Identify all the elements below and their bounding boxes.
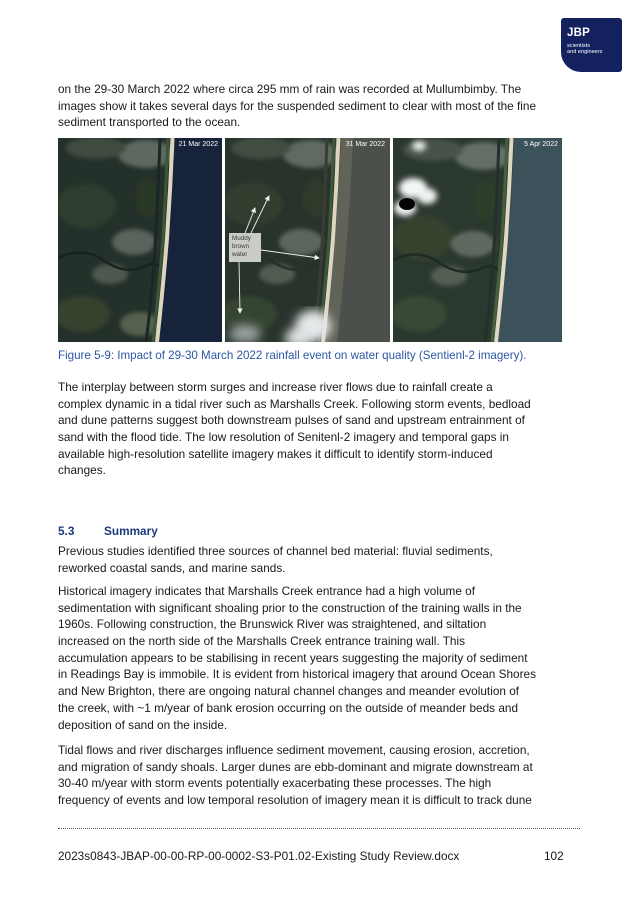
annotation-text-line: Muddy: [232, 235, 251, 242]
text-line: changes.: [58, 463, 106, 478]
satellite-panel-31-mar: [225, 138, 390, 342]
text-line: Historical imagery indicates that Marshalls Creek entrance had a high volume of: [58, 584, 476, 598]
text-line: and migration of sandy shoals. Larger dunes are ebb-dominant and migrate downstream at: [58, 759, 533, 774]
logo-brand: JBP: [567, 27, 590, 39]
text-line: 1960s. Following construction, the Brunswick River was straightened, and siltation: [58, 617, 487, 632]
satellite-image: [58, 138, 222, 342]
text-line: and New Brighton, there are ongoing natural channel changes and meander evolution of: [58, 684, 520, 699]
muddy-water-annotation: [229, 233, 261, 262]
footer-filename: 2023s0843-JBAP-00-00-RP-00-0002-S3-P01.02-Existing Study Review.docx: [58, 849, 460, 863]
text-line: The interplay between storm surges and increase river flows due to rainfall create a: [58, 380, 493, 394]
text-line: accumulation appears to be stabilising in recent years suggesting the majority of sediment: [58, 650, 528, 665]
section-title: Summary: [104, 524, 158, 538]
satellite-panel-21-mar: [58, 138, 222, 342]
summary-paragraph-sources: [58, 543, 493, 576]
text-line: frequency of events and low temporal resolution of imagery mean it is difficult to track dune: [58, 793, 532, 808]
satellite-image: [393, 138, 562, 342]
text-line: deposition of sand on the inside.: [58, 717, 228, 732]
logo-tagline: and engineers: [567, 49, 603, 55]
text-line: complex dynamic in a tidal river such as Marshalls Creek. Following storm events, bedload: [58, 396, 531, 411]
intro-paragraph: [58, 81, 536, 131]
satellite-panel-5-apr: [393, 138, 562, 342]
interplay-paragraph: [58, 379, 531, 479]
cloud-shadow: [399, 198, 415, 210]
jbp-logo: [561, 18, 622, 72]
annotation-text-line: water: [232, 251, 248, 258]
text-line: 30-40 m/year with storm events potentially exacerbating these processes. The high: [58, 776, 492, 791]
text-line: the creek, with ~1 m/year of bank erosion occurring on the outside of meander beds and: [58, 700, 519, 715]
summary-paragraph-tidal: [58, 742, 533, 809]
summary-paragraph-historical: [58, 583, 536, 733]
footer-divider: [58, 828, 580, 829]
logo-tagline: scientists: [567, 43, 591, 49]
text-line: and dune patterns suggest both downstream pulses of sand and upstream entrainment of: [58, 413, 525, 428]
text-line: Previous studies identified three sources of channel bed material: fluvial sediments,: [58, 544, 493, 558]
text-line: Tidal flows and river discharges influence sediment movement, causing erosion, accretion,: [58, 743, 530, 757]
panel-date-label: 31 Mar 2022: [345, 141, 385, 148]
text-line: available high-resolution satellite imagery makes it difficult to identify storm-induced: [58, 446, 493, 461]
text-line: sand with the flood tide. The low resolution of Senitenl-2 imagery and temporal gaps in: [58, 430, 509, 445]
text-line: sediment transported to the ocean.: [58, 115, 241, 130]
text-line: on the 29-30 March 2022 where circa 295 mm of rain was recorded at Mullumbimby. The: [58, 82, 522, 96]
text-line: in Readings Bay is immobile. It is evident from historical imagery that around Ocean Shores: [58, 667, 536, 682]
annotation-text-line: brown: [232, 243, 250, 250]
section-number: 5.3: [58, 524, 75, 538]
figure-caption: Figure 5-9: Impact of 29-30 March 2022 rainfall event on water quality (Sentienl-2 imagery).: [58, 349, 527, 362]
text-line: increased on the north side of the Marshalls Creek entrance training wall. This: [58, 634, 465, 649]
panel-date-label: 5 Apr 2022: [524, 141, 558, 148]
text-line: sedimentation with significant shoaling prior to the construction of the training walls in the: [58, 600, 522, 615]
text-line: images show it takes several days for the suspended sediment to clear with most of the fine: [58, 98, 537, 113]
text-line: reworked coastal sands, and marine sands.: [58, 560, 286, 575]
panel-date-label: 21 Mar 2022: [178, 141, 218, 148]
figure-5-9: [58, 138, 562, 342]
page-number: 102: [544, 849, 564, 863]
